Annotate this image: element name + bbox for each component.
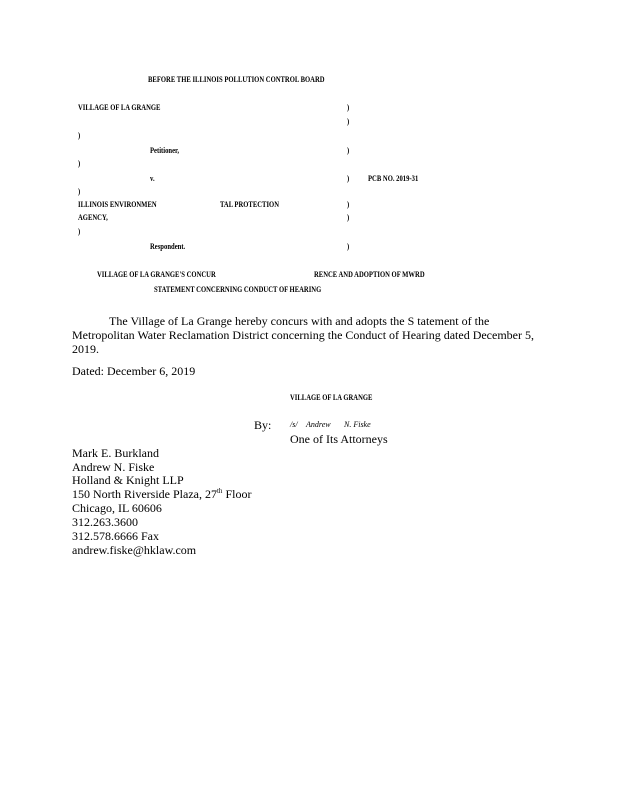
caption-paren: ): [347, 173, 350, 183]
caption-paren: ): [347, 116, 350, 126]
caption-paren: ): [347, 102, 350, 112]
petitioner-name: VILLAGE OF LA GRANGE: [78, 102, 161, 112]
address-main: 150 North Riverside Plaza, 27: [72, 487, 217, 501]
respondent-name-part1: ILLINOIS ENVIRONMEN: [78, 199, 157, 209]
firm-address: [72, 487, 251, 501]
phone-number: 312.263.3600: [72, 515, 138, 529]
signature-last-name: N. Fiske: [344, 420, 371, 429]
signature-prefix: /s/: [290, 420, 298, 429]
caption-paren: ): [78, 186, 81, 196]
attorney-name-1: Mark E. Burkland: [72, 446, 159, 460]
caption-paren: ): [347, 199, 350, 209]
case-number: PCB NO. 2019-31: [368, 173, 419, 183]
email-address: andrew.fiske@hklaw.com: [72, 543, 197, 557]
caption-paren: ): [78, 158, 81, 168]
doc-title-line1-part1: VILLAGE OF LA GRANGE'S CONCUR: [97, 269, 216, 279]
signature-first-name: Andrew: [306, 420, 331, 429]
signature-role: One of Its Attorneys: [290, 432, 388, 446]
caption-paren: ): [347, 241, 350, 251]
body-paragraph-line2: Metropolitan Water Reclamation District concerning the Conduct of Hearing dated December 5,: [72, 328, 534, 342]
attorney-name-2: Andrew N. Fiske: [72, 460, 155, 474]
caption-paren: ): [347, 145, 350, 155]
respondent-name-part3: AGENCY,: [78, 212, 108, 222]
caption-paren: ): [347, 212, 350, 222]
board-heading: BEFORE THE ILLINOIS POLLUTION CONTROL BOARD: [148, 74, 325, 84]
versus-label: v.: [150, 173, 155, 183]
fax-number: 312.578.6666 Fax: [72, 529, 159, 543]
doc-title-line2: STATEMENT CONCERNING CONDUCT OF HEARING: [154, 284, 322, 294]
caption-paren: ): [78, 226, 81, 236]
address-end: Floor: [222, 487, 252, 501]
doc-title-line1-part2: RENCE AND ADOPTION OF MWRD: [314, 269, 425, 279]
signature-party: VILLAGE OF LA GRANGE: [290, 392, 373, 402]
body-paragraph-line3: 2019.: [72, 342, 99, 356]
caption-paren: ): [78, 130, 81, 140]
date-line: Dated: December 6, 2019: [72, 364, 196, 378]
respondent-name-part2: TAL PROTECTION: [220, 199, 280, 209]
body-paragraph-line1: The Village of La Grange hereby concurs with and adopts the S tatement of the: [109, 314, 490, 328]
petitioner-label: Petitioner,: [150, 145, 180, 155]
address-superscript: th: [216, 487, 223, 495]
firm-city: Chicago, IL 60606: [72, 501, 162, 515]
respondent-label: Respondent.: [150, 241, 186, 251]
law-firm: Holland & Knight LLP: [72, 473, 184, 487]
by-label: By:: [254, 418, 272, 432]
